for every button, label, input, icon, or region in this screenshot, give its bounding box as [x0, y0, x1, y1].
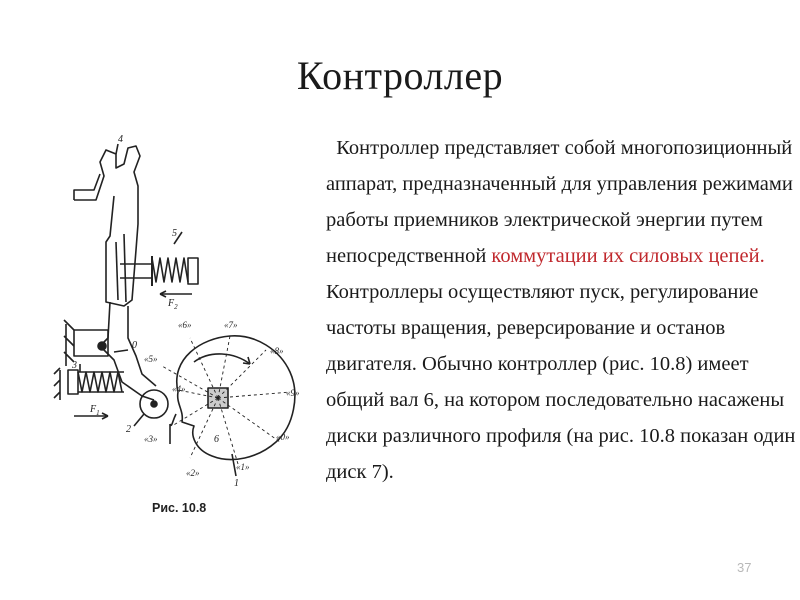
position-label: «4» — [172, 384, 186, 394]
part-label-1: 1 — [234, 478, 239, 489]
figure-caption: Рис. 10.8 — [152, 501, 207, 515]
slide-title: Контроллер — [296, 53, 504, 98]
part-label-4: 4 — [118, 134, 123, 145]
diagram-drawing — [44, 124, 306, 520]
part-label-3: 3 — [72, 360, 77, 371]
position-label: «8» — [270, 346, 284, 356]
lever-body — [106, 196, 138, 306]
body-paragraph — [326, 130, 796, 490]
controller-diagram — [44, 124, 306, 520]
body-highlight: коммутации их силовых цепей. — [491, 245, 765, 267]
part-label-5: 5 — [172, 228, 177, 239]
position-label: «6» — [178, 320, 192, 330]
body-text-end: Контроллеры осуществляют пуск, регулирование частоты вращения, реверсирование и останов двигателя. Обычно контроллер (рис. 10.8) имеет общий вал 6, на котором последовательно насажены диски различного профиля (на рис. 10.8 показан один диск 7). — [326, 281, 796, 483]
body-text-start: Контроллер представляет собой многопозиционный аппарат, предназначенный для управления режимами работы приемников электрической энергии путем непосредственной — [326, 137, 793, 267]
position-label: «0» — [276, 432, 290, 442]
position-label: «1» — [236, 462, 250, 472]
position-label: «9» — [286, 388, 300, 398]
lever-fork — [74, 146, 140, 224]
force-label-f2: $F_2$ — [168, 298, 178, 311]
spring-bottom — [78, 372, 122, 392]
position-label: «7» — [224, 320, 238, 330]
part-label-2: 2 — [126, 424, 131, 435]
position-label: «2» — [186, 468, 200, 478]
position-label: «5» — [144, 354, 158, 364]
page-number: 37 — [737, 560, 752, 575]
force-label-f1: $F_1$ — [90, 404, 100, 417]
part-label-6: 6 — [214, 434, 219, 445]
part-label-0: 0 — [132, 340, 137, 351]
position-label: «3» — [144, 434, 158, 444]
body-indent — [326, 137, 336, 159]
